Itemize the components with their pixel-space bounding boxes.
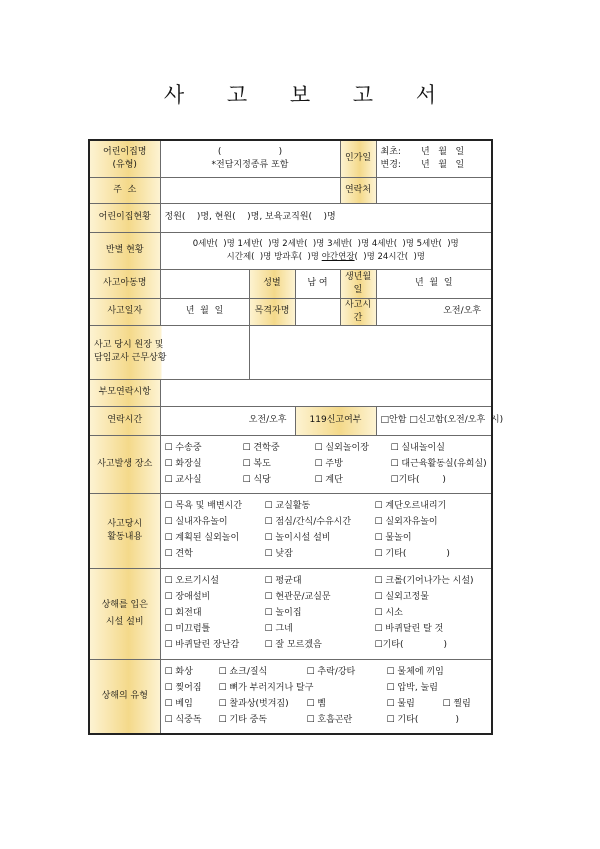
injury-label: 상해의 유형 (89, 659, 160, 734)
injury-checkbox[interactable]: ☐ 호흡곤란 (306, 715, 353, 726)
accident-place-row (89, 435, 492, 493)
activity-checkbox[interactable]: ☐ 계획된 실외놀이 (164, 533, 240, 543)
address-field[interactable] (160, 177, 340, 203)
place-checkbox[interactable]: ☐ 계단 (314, 474, 343, 485)
accident-date-label: 사고일자 (89, 298, 160, 325)
label-line: 상해를 입은 (101, 599, 148, 610)
activity-checkbox[interactable]: ☐ 물놀이 (374, 533, 412, 543)
injury-checkbox[interactable]: ☐ 삠 (306, 699, 327, 710)
changed-approval-date: 변경: 년 월 일 (380, 159, 465, 170)
accident-date-row (89, 298, 492, 325)
activity-checkbox[interactable]: ☐ 목욕 및 배변시간 (164, 501, 243, 511)
injury-line-4 (165, 712, 488, 728)
child-name-label: 사고아동명 (89, 269, 160, 298)
page-title: 사 고 보 고 서 (163, 83, 455, 107)
class-status-field[interactable] (160, 232, 492, 269)
activity-grid (165, 496, 488, 565)
place-checkbox[interactable]: ☐기타( ) (390, 474, 446, 485)
activity-options (160, 493, 492, 568)
facility-checkbox[interactable]: ☐ 잘 모르겠음 (264, 640, 322, 650)
injury-checkbox[interactable]: ☐ 쇼크/질식 (218, 667, 268, 678)
injury-checkbox[interactable]: ☐ 물림 (386, 699, 415, 710)
address-row (89, 177, 492, 203)
place-checkbox[interactable]: ☐ 대근육활동실(유희실) (390, 458, 487, 469)
class-line-1: 0세반( )명 1세반( )명 2세반( )명 3세반( )명 4세반( )명 5세반( )명 (192, 238, 459, 249)
approval-date-label: 인가일 (340, 140, 376, 177)
label-line: 어린이집명 (103, 146, 147, 157)
facility-checkbox[interactable]: ☐ 장애설비 (164, 592, 211, 602)
facility-grid (165, 571, 488, 656)
activity-checkbox[interactable]: ☐ 실내자유놀이 (164, 517, 228, 527)
birth-label: 생년월일 (340, 269, 376, 298)
place-checkbox[interactable]: ☐ 실내놀이실 (390, 442, 445, 453)
injury-line-1 (165, 664, 488, 680)
label-line: 활동내용 (107, 531, 143, 542)
injury-checkbox[interactable]: ☐ 화상 (164, 667, 193, 678)
witness-field[interactable] (295, 298, 340, 325)
activity-checkbox[interactable]: ☐ 실외자유놀이 (374, 517, 438, 527)
facility-checkbox[interactable]: ☐ 놀이집 (264, 608, 302, 618)
facility-row (89, 568, 492, 659)
place-checkbox[interactable]: ☐ 견학중 (242, 442, 280, 453)
birth-field[interactable]: 년 월 일 (376, 269, 492, 298)
activity-checkbox[interactable]: ☐ 기타( ) (374, 549, 450, 559)
parent-contact-row (89, 379, 492, 406)
place-checkbox[interactable]: ☐ 식당 (242, 474, 271, 485)
activity-label (89, 493, 160, 568)
accident-report-form (88, 139, 504, 735)
accident-time-field[interactable]: 오전/오후 (376, 298, 492, 325)
facility-checkbox[interactable]: ☐ 시소 (374, 608, 403, 618)
class-line-2-post: ( )명 24시간( )명 (354, 251, 425, 262)
report-119-field[interactable]: □안함 □신고함(오전/오후 시) (376, 406, 492, 435)
first-approval-date: 최초: 년 월 일 (380, 146, 465, 157)
paren-placeholder: ( ) (217, 146, 283, 157)
contact-field[interactable] (376, 177, 492, 203)
approval-date-field[interactable] (376, 140, 492, 177)
daycare-name-label (89, 140, 160, 177)
class-status-label: 반별 현황 (89, 232, 160, 269)
witness-label: 목격자명 (249, 298, 295, 325)
staff-status-row (89, 325, 492, 379)
activity-checkbox[interactable]: ☐ 점심/간식/수유시간 (264, 517, 352, 527)
injury-row (89, 659, 492, 734)
note-text: *전담지정종류 포함 (211, 159, 289, 170)
place-checkbox[interactable]: ☐ 실외놀이장 (314, 442, 369, 453)
injury-checkbox[interactable]: ☐ 뼈가 부러지거나 탈구 (218, 683, 314, 694)
gender-label: 성별 (249, 269, 295, 298)
injury-checkbox[interactable]: ☐ 기타 중독 (218, 715, 268, 726)
injury-lines (165, 661, 488, 731)
injury-checkbox[interactable]: ☐ 기타( ) (386, 715, 460, 726)
facility-checkbox[interactable]: ☐ 크롤(기어나가는 시설) (374, 576, 474, 586)
facility-options (160, 568, 492, 659)
injury-checkbox[interactable]: ☐ 찢어짐 (164, 683, 202, 694)
child-name-field[interactable] (160, 269, 249, 298)
night-extension-text: 야간연장 (321, 251, 355, 262)
activity-checkbox[interactable]: ☐ 교실활동 (264, 501, 311, 511)
injury-checkbox[interactable]: ☐ 찰과상(벗겨짐) (218, 699, 289, 710)
injury-checkbox[interactable]: ☐ 추락/강타 (306, 667, 356, 678)
injury-line-2 (165, 680, 488, 696)
activity-row (89, 493, 492, 568)
facility-checkbox[interactable]: ☐ 바퀴달린 장난감 (164, 640, 240, 650)
staff-status-label (89, 325, 249, 379)
class-status-row (89, 232, 492, 269)
contact-label: 연락처 (340, 177, 376, 203)
injury-checkbox[interactable]: ☐ 찔림 (442, 699, 471, 710)
accident-place-options (160, 435, 492, 493)
activity-checkbox[interactable]: ☐ 낮잠 (264, 549, 293, 559)
class-line-2 (165, 251, 488, 264)
accident-time-label: 사고시간 (340, 298, 376, 325)
activity-checkbox[interactable]: ☐ 놀이시설 설비 (264, 533, 331, 543)
facility-checkbox[interactable]: ☐ 미끄럼틀 (164, 624, 211, 634)
place-checkbox[interactable]: ☐ 수송중 (164, 442, 202, 453)
place-checkbox[interactable]: ☐ 화장실 (164, 458, 202, 469)
injury-checkbox[interactable]: ☐ 물체에 끼임 (386, 667, 444, 678)
facility-checkbox[interactable]: ☐ 실외고정물 (374, 592, 429, 602)
status-label: 어린이집현황 (89, 203, 160, 232)
label-line: 사고당시 (107, 518, 143, 529)
daycare-name-field[interactable] (160, 140, 340, 177)
facility-checkbox[interactable]: ☐ 평균대 (264, 576, 302, 586)
injury-checkbox[interactable]: ☐ 베임 (164, 699, 193, 710)
facility-checkbox[interactable]: ☐ 회전대 (164, 608, 202, 618)
activity-checkbox[interactable]: ☐ 견학 (164, 549, 193, 559)
address-label: 주 소 (89, 177, 160, 203)
contact-time-label: 연락시간 (89, 406, 160, 435)
facility-checkbox[interactable]: ☐ 오르기시설 (164, 576, 219, 586)
contact-time-row (89, 406, 492, 435)
daycare-name-row (89, 140, 492, 177)
status-field[interactable]: 정원( )명, 현원( )명, 보육교직원( )명 (160, 203, 492, 232)
place-checkbox[interactable]: ☐ 복도 (242, 458, 271, 469)
child-row (89, 269, 492, 298)
parent-contact-field[interactable] (160, 379, 492, 406)
gender-field[interactable]: 남 여 (295, 269, 340, 298)
facility-checkbox[interactable]: ☐ 바퀴달린 탈 것 (374, 624, 444, 634)
label-line: 시설 설비 (105, 616, 144, 627)
facility-checkbox[interactable]: ☐기타( ) (374, 640, 448, 650)
facility-checkbox[interactable]: ☐ 현관문/교실문 (264, 592, 331, 602)
class-line-2-pre: 시간제( )명 방과후( )명 (226, 251, 322, 262)
label-line: 담임교사 근무상황 (94, 353, 167, 363)
report-119-label: 119신고여부 (295, 406, 376, 435)
accident-date-field[interactable]: 년 월 일 (160, 298, 249, 325)
place-checkbox[interactable]: ☐ 교사실 (164, 474, 202, 485)
injury-line-3 (165, 696, 488, 712)
label-line: (유형) (112, 159, 137, 170)
injury-checkbox[interactable]: ☐ 압박, 눌림 (386, 683, 438, 694)
facility-label (89, 568, 160, 659)
place-checkbox[interactable]: ☐ 주방 (314, 458, 343, 469)
label-line: 사고 당시 원장 및 (94, 340, 164, 350)
contact-time-field[interactable]: 오전/오후 (160, 406, 295, 435)
injury-checkbox[interactable]: ☐ 식중독 (164, 715, 202, 726)
staff-status-field[interactable] (249, 325, 492, 379)
injury-options (160, 659, 492, 734)
place-grid (165, 438, 488, 491)
accident-place-label: 사고발생 장소 (89, 435, 160, 493)
facility-checkbox[interactable]: ☐ 그네 (264, 624, 293, 634)
activity-checkbox[interactable]: ☐ 계단오르내리기 (374, 501, 447, 511)
parent-contact-label: 부모연락시항 (89, 379, 160, 406)
status-row (89, 203, 492, 232)
